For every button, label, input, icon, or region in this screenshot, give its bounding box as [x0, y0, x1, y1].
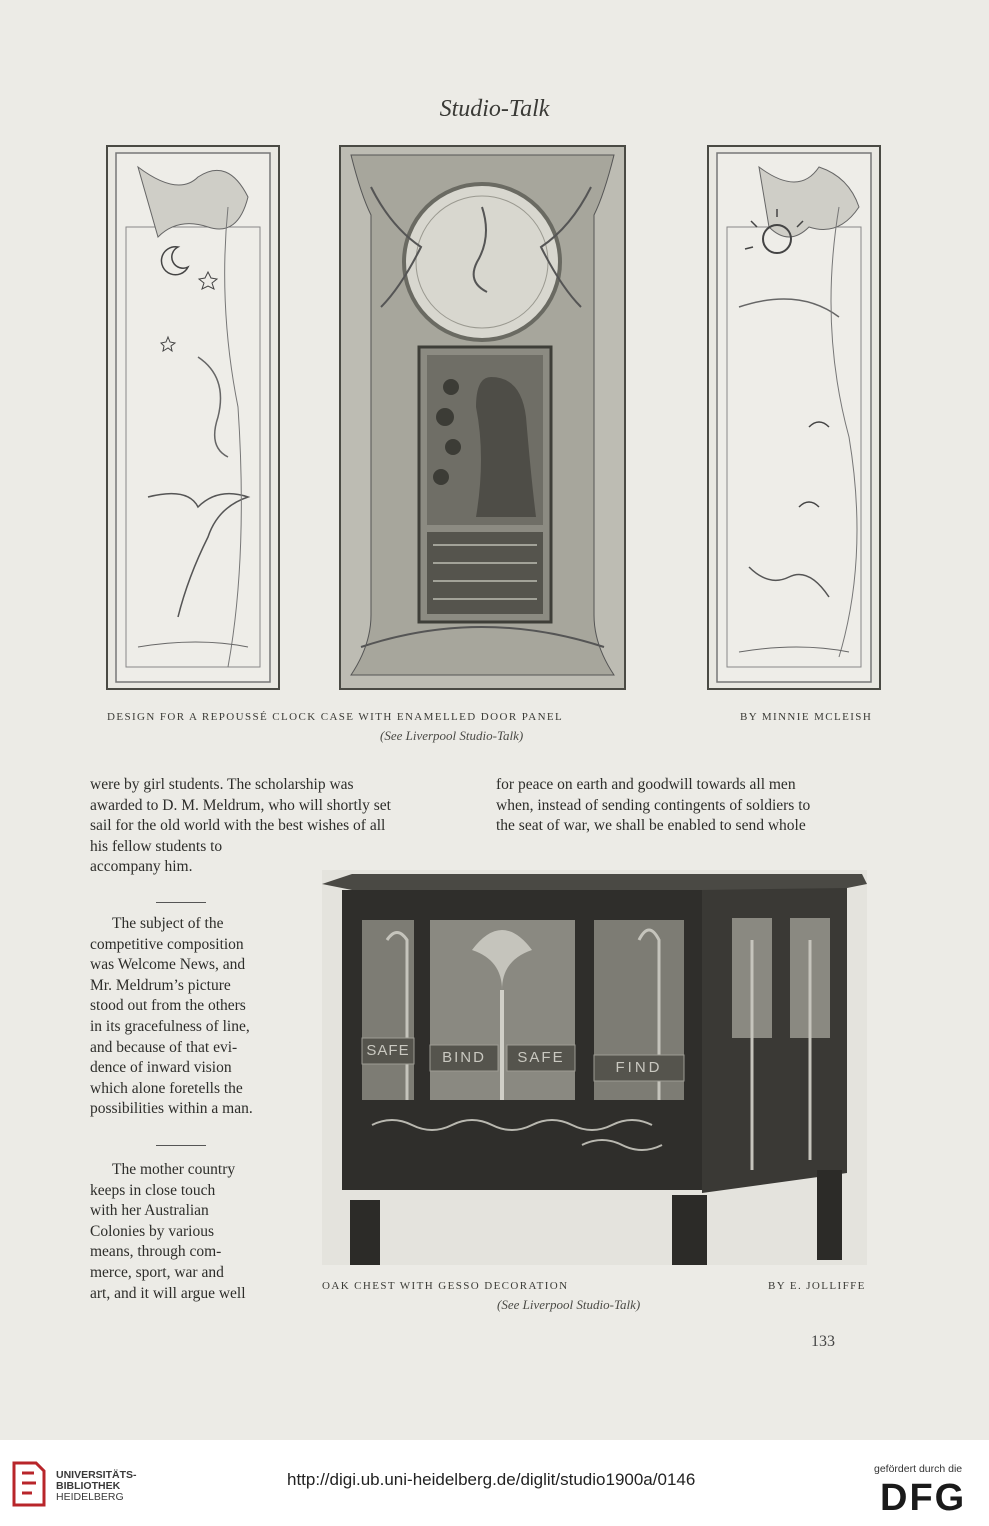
running-head: Studio-Talk — [439, 96, 550, 122]
chest-figure-caption: OAK CHEST WITH GESSO DECORATION — [322, 1280, 569, 1292]
text-line: which alone foretells the — [90, 1079, 243, 1097]
clock-figure-credit: BY MINNIE MCLEISH — [740, 711, 873, 723]
text-line: with her Australian — [90, 1202, 209, 1220]
chest-panel-word: BIND — [442, 1049, 486, 1066]
text-line: The mother country — [112, 1161, 236, 1178]
text-line: and because of that evi- — [90, 1038, 238, 1056]
text-line: possibilities within a man. — [90, 1100, 253, 1118]
text-line: merce, sport, war and — [90, 1263, 224, 1281]
library-name-line: UNIVERSITÄTS- — [56, 1469, 137, 1481]
text-line: his fellow students to — [90, 837, 223, 855]
text-line: stood out from the others — [90, 997, 246, 1015]
library-name — [56, 1470, 137, 1503]
text-line: keeps in close touch — [90, 1181, 216, 1199]
chest-figure-source: (See Liverpool Studio-Talk) — [497, 1297, 641, 1312]
section-rule — [156, 1145, 206, 1146]
text-line: accompany him. — [90, 858, 193, 876]
text-line: when, instead of sending contingents of soldiers to — [496, 796, 811, 814]
text-line: Colonies by various — [90, 1222, 214, 1240]
clock-figure-source: (See Liverpool Studio-Talk) — [380, 728, 524, 743]
text-line: art, and it will argue well — [90, 1284, 246, 1302]
text-line: the seat of war, we shall be enabled to send whole — [496, 817, 806, 835]
library-logo-icon — [10, 1459, 48, 1509]
page-number: 133 — [811, 1333, 835, 1350]
text-line: Mr. Meldrum’s picture — [90, 976, 231, 994]
library-name-line: HEIDELBERG — [56, 1491, 124, 1503]
paragraph-mother-country — [90, 1160, 273, 1304]
text-line: competitive composition — [90, 935, 244, 953]
text-line: were by girl students. The scholarship was — [90, 776, 354, 793]
oak-chest-photo — [322, 870, 867, 1265]
clock-case-drawing — [339, 145, 626, 690]
text-line: sail for the old world with the best wishes of all — [90, 817, 386, 835]
chest-figure-credit: BY E. JOLLIFFE — [768, 1280, 866, 1292]
clock-figure-caption: DESIGN FOR A REPOUSSÉ CLOCK CASE WITH ENAMELLED DOOR PANEL — [107, 711, 564, 723]
text-line: The subject of the — [112, 915, 224, 932]
column-left-text — [90, 775, 475, 878]
paragraph-subject — [90, 914, 273, 1120]
text-line: awarded to D. M. Meldrum, who will shortly set — [90, 796, 391, 814]
column-right-text — [496, 775, 879, 837]
dfg-logo: DFG — [880, 1477, 967, 1519]
right-panel-drawing — [707, 145, 881, 690]
chest-panel-word: FIND — [615, 1059, 663, 1076]
library-name-line: BIBLIOTHEK — [56, 1480, 121, 1492]
text-line: for peace on earth and goodwill towards all men — [496, 776, 796, 793]
text-line: in its gracefulness of line, — [90, 1017, 250, 1035]
text-line: dence of inward vision — [90, 1059, 232, 1077]
source-url[interactable]: http://digi.ub.uni-heidelberg.de/diglit/studio1900a/0146 — [287, 1470, 696, 1489]
chest-panel-word: SAFE — [366, 1042, 410, 1059]
section-rule — [156, 902, 206, 903]
left-panel-drawing — [106, 145, 280, 690]
text-line: was Welcome News, and — [90, 956, 246, 974]
funded-by-text: gefördert durch die — [874, 1463, 963, 1475]
chest-panel-word: SAFE — [517, 1049, 565, 1066]
text-line: means, through com- — [90, 1243, 222, 1261]
